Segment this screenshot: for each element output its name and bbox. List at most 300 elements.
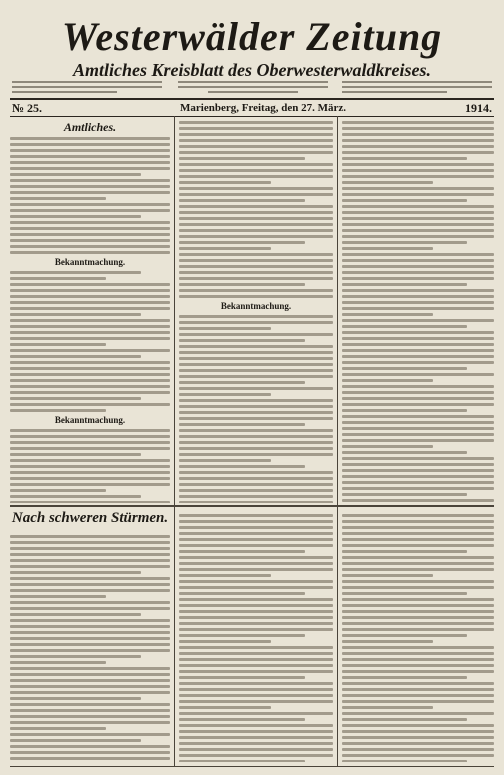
text-line <box>179 411 333 414</box>
text-line <box>10 589 170 592</box>
text-line <box>10 441 170 444</box>
text-line <box>342 325 467 328</box>
text-line <box>179 477 333 480</box>
text-line <box>179 333 333 336</box>
masthead-fineprint-left <box>12 78 162 94</box>
text-line <box>179 748 333 751</box>
text-line <box>342 415 494 418</box>
text-line <box>342 289 494 292</box>
text-line <box>10 571 141 574</box>
text-line <box>342 526 494 529</box>
text-line <box>342 574 433 577</box>
text-line <box>10 397 141 400</box>
text-line <box>179 417 333 420</box>
text-line <box>10 215 141 218</box>
text-line <box>10 179 170 182</box>
text-line <box>10 337 170 340</box>
text-line <box>179 405 333 408</box>
text-line <box>179 550 305 553</box>
text-line <box>179 520 333 523</box>
text-line <box>10 361 170 364</box>
text-line <box>342 295 494 298</box>
text-line <box>179 622 333 625</box>
text-line <box>10 625 170 628</box>
text-line <box>179 694 333 697</box>
text-line <box>342 610 494 613</box>
text-line <box>179 562 333 565</box>
text-line <box>179 688 333 691</box>
text-line <box>179 253 333 256</box>
text-line <box>342 676 467 679</box>
text-line <box>179 145 333 148</box>
text-line <box>179 742 333 745</box>
text-line <box>342 433 494 436</box>
text-line <box>342 481 494 484</box>
newspaper-title: Westerwälder Zeitung <box>61 14 443 59</box>
text-line <box>342 163 494 166</box>
text-line <box>179 501 333 503</box>
issue-year: 1914. <box>465 101 492 115</box>
text-line <box>342 664 494 667</box>
text-line <box>342 313 433 316</box>
text-line <box>10 673 170 676</box>
text-line <box>342 724 494 727</box>
text-line <box>10 637 170 640</box>
text-line <box>179 616 333 619</box>
text-line <box>179 283 305 286</box>
column-rule-2 <box>337 116 338 766</box>
text-line <box>10 435 170 438</box>
text-line <box>10 367 170 370</box>
serial-heading <box>10 510 170 526</box>
text-line <box>179 706 271 709</box>
text-line <box>342 439 494 442</box>
text-line <box>179 247 271 250</box>
text-line <box>342 463 494 466</box>
text-line <box>179 532 333 535</box>
text-line <box>179 175 333 178</box>
text-line <box>179 345 333 348</box>
text-line <box>10 239 170 242</box>
text-line <box>342 403 494 406</box>
text-line <box>10 727 106 730</box>
text-line <box>179 259 333 262</box>
text-line <box>10 409 106 412</box>
text-line <box>10 307 170 310</box>
column-rule-1 <box>174 116 175 766</box>
text-line <box>10 453 141 456</box>
text-line <box>10 495 141 498</box>
text-line <box>10 155 170 158</box>
text-line <box>342 475 494 478</box>
text-line <box>10 471 170 474</box>
text-line <box>342 265 494 268</box>
text-line <box>10 385 170 388</box>
serial-title: Nach schweren Stürmen. <box>11 510 169 526</box>
text-line <box>10 465 170 468</box>
text-line <box>179 223 333 226</box>
text-line <box>10 577 170 580</box>
text-line <box>342 670 494 673</box>
text-line <box>342 259 494 262</box>
text-line <box>10 355 141 358</box>
text-line <box>10 245 170 248</box>
text-line <box>342 754 494 757</box>
text-line <box>10 149 170 152</box>
masthead <box>10 6 494 80</box>
text-line <box>10 325 170 328</box>
text-line <box>179 724 333 727</box>
text-line <box>342 562 494 565</box>
text-line <box>342 514 494 517</box>
text-line <box>179 640 271 643</box>
text-line <box>342 241 467 244</box>
text-line <box>10 739 141 742</box>
text-line <box>10 489 106 492</box>
text-line <box>10 161 170 164</box>
text-line <box>342 307 494 310</box>
text-line <box>10 271 141 274</box>
text-line <box>342 205 494 208</box>
text-line <box>179 321 333 324</box>
text-line <box>10 709 170 712</box>
text-line <box>179 682 333 685</box>
text-line <box>10 373 170 376</box>
text-line <box>342 520 494 523</box>
text-line <box>342 355 494 358</box>
column-3 <box>342 118 494 503</box>
text-line <box>179 339 305 342</box>
text-line <box>179 133 333 136</box>
text-line <box>10 703 170 706</box>
text-line <box>342 271 494 274</box>
text-line <box>179 187 333 190</box>
text-line <box>10 295 170 298</box>
text-line <box>10 209 170 212</box>
text-line <box>179 568 333 571</box>
text-line <box>342 157 467 160</box>
text-line <box>10 447 170 450</box>
text-line <box>179 235 333 238</box>
text-line <box>10 619 170 622</box>
text-line <box>10 583 170 586</box>
text-line <box>179 736 333 739</box>
text-line <box>342 640 433 643</box>
text-line <box>10 483 170 486</box>
text-line <box>179 646 333 649</box>
issue-date: Marienberg, Freitag, den 27. März. <box>180 102 346 114</box>
text-line <box>10 751 170 754</box>
text-line <box>342 736 494 739</box>
text-line <box>179 205 333 208</box>
text-line <box>342 385 494 388</box>
text-line <box>10 643 170 646</box>
text-line <box>10 221 170 224</box>
text-line <box>342 175 494 178</box>
text-line <box>179 357 333 360</box>
text-line <box>179 241 305 244</box>
text-line <box>179 453 333 456</box>
text-line <box>10 679 170 682</box>
text-line <box>342 421 494 424</box>
serial-column-1 <box>10 532 170 762</box>
text-line <box>342 616 494 619</box>
text-line <box>179 658 333 661</box>
text-line <box>342 397 494 400</box>
text-line <box>179 730 333 733</box>
text-line <box>342 301 494 304</box>
text-line <box>342 592 467 595</box>
text-line <box>10 661 106 664</box>
text-line <box>342 445 433 448</box>
text-line <box>179 441 333 444</box>
text-line <box>342 145 494 148</box>
text-line <box>10 501 170 503</box>
text-line <box>342 457 494 460</box>
text-line <box>10 313 141 316</box>
text-line <box>342 730 494 733</box>
column-1 <box>10 118 170 503</box>
column-2 <box>179 118 333 503</box>
text-line <box>179 489 333 492</box>
text-line <box>10 685 170 688</box>
text-line <box>10 233 170 236</box>
text-line <box>179 459 271 462</box>
text-line <box>179 387 333 390</box>
text-line <box>342 253 494 256</box>
text-line <box>342 493 467 496</box>
text-line <box>342 499 494 502</box>
text-line <box>342 658 494 661</box>
text-line <box>10 655 141 658</box>
text-line <box>179 574 271 577</box>
text-line <box>10 137 170 140</box>
text-line <box>342 556 494 559</box>
text-line <box>10 697 141 700</box>
text-line <box>10 715 170 718</box>
text-line <box>342 760 467 762</box>
text-line <box>10 283 170 286</box>
notice-heading: Bekanntmachung. <box>54 257 126 267</box>
text-line <box>179 121 333 124</box>
newspaper-subtitle: Amtliches Kreisblatt des Oberwesterwaldkreises. <box>73 60 431 80</box>
text-line <box>10 601 170 604</box>
text-line <box>179 217 333 220</box>
text-line <box>179 483 333 486</box>
text-line <box>179 295 333 298</box>
text-line <box>342 604 494 607</box>
text-line <box>179 163 333 166</box>
text-line <box>10 301 170 304</box>
text-line <box>342 223 494 226</box>
issue-number: № 25. <box>12 101 43 115</box>
text-line <box>179 399 333 402</box>
text-line <box>10 613 141 616</box>
text-line <box>179 151 333 154</box>
text-line <box>342 487 494 490</box>
text-line <box>342 247 433 250</box>
text-line <box>342 544 494 547</box>
text-line <box>342 598 494 601</box>
text-line <box>179 592 305 595</box>
text-line <box>342 580 494 583</box>
text-line <box>342 586 494 589</box>
text-line <box>179 265 333 268</box>
text-line <box>179 598 333 601</box>
text-line <box>179 712 333 715</box>
text-line <box>10 565 170 568</box>
masthead-fineprint-center <box>178 78 328 94</box>
text-line <box>10 403 170 406</box>
text-line <box>342 373 494 376</box>
text-line <box>10 197 106 200</box>
text-line <box>179 157 305 160</box>
text-line <box>179 676 305 679</box>
text-line <box>179 664 333 667</box>
text-line <box>342 199 467 202</box>
text-line <box>179 193 333 196</box>
text-line <box>179 199 305 202</box>
feuilleton-rule <box>10 505 494 507</box>
text-line <box>10 185 170 188</box>
text-line <box>10 227 170 230</box>
text-line <box>10 277 106 280</box>
text-line <box>179 139 333 142</box>
text-line <box>342 682 494 685</box>
text-line <box>342 151 494 154</box>
text-line <box>179 211 333 214</box>
text-line <box>342 712 494 715</box>
text-line <box>342 391 494 394</box>
text-line <box>179 580 333 583</box>
text-line <box>10 319 170 322</box>
text-line <box>342 550 467 553</box>
text-line <box>179 181 271 184</box>
text-line <box>342 451 467 454</box>
text-line <box>179 381 305 384</box>
text-line <box>10 331 170 334</box>
text-line <box>342 718 467 721</box>
text-line <box>342 646 494 649</box>
text-line <box>10 547 170 550</box>
text-line <box>342 277 494 280</box>
text-line <box>342 652 494 655</box>
section-heading-official: Amtliches. <box>63 120 117 134</box>
text-line <box>10 167 170 170</box>
text-line <box>342 193 494 196</box>
text-line <box>10 191 170 194</box>
text-line <box>342 568 494 571</box>
text-line <box>342 235 494 238</box>
text-line <box>342 694 494 697</box>
text-line <box>10 595 106 598</box>
text-line <box>10 459 170 462</box>
text-line <box>179 471 333 474</box>
text-line <box>342 748 494 751</box>
text-line <box>342 634 467 637</box>
text-line <box>342 538 494 541</box>
text-line <box>342 379 433 382</box>
text-line <box>342 622 494 625</box>
text-line <box>342 121 494 124</box>
text-line <box>179 718 305 721</box>
text-line <box>179 315 333 318</box>
text-line <box>179 393 271 396</box>
text-line <box>10 649 170 652</box>
text-line <box>342 361 494 364</box>
text-line <box>342 139 494 142</box>
text-line <box>10 559 170 562</box>
text-line <box>179 327 271 330</box>
text-line <box>179 495 333 498</box>
text-line <box>342 181 433 184</box>
issue-bar <box>10 98 494 117</box>
serial-column-3 <box>342 511 494 762</box>
text-line <box>342 700 494 703</box>
text-line <box>179 229 333 232</box>
masthead-fineprint-right <box>342 78 492 94</box>
text-line <box>10 429 170 432</box>
text-line <box>342 169 494 172</box>
text-line <box>342 532 494 535</box>
text-line <box>10 745 170 748</box>
text-line <box>342 211 494 214</box>
text-line <box>342 283 467 286</box>
text-line <box>342 337 494 340</box>
text-line <box>179 169 333 172</box>
text-line <box>179 351 333 354</box>
text-line <box>342 133 494 136</box>
text-line <box>342 742 494 745</box>
text-line <box>179 610 333 613</box>
text-line <box>10 343 106 346</box>
text-line <box>342 127 494 130</box>
text-line <box>179 604 333 607</box>
text-line <box>10 391 170 394</box>
text-line <box>179 127 333 130</box>
text-line <box>179 435 333 438</box>
text-line <box>342 688 494 691</box>
text-line <box>179 652 333 655</box>
text-line <box>179 526 333 529</box>
text-line <box>179 289 333 292</box>
text-line <box>179 429 333 432</box>
notice-heading: Bekanntmachung. <box>220 301 292 311</box>
text-line <box>179 423 305 426</box>
bottom-rule <box>10 766 494 767</box>
text-line <box>179 670 333 673</box>
text-line <box>342 349 494 352</box>
text-line <box>10 721 170 724</box>
text-line <box>10 733 170 736</box>
text-line <box>10 251 170 254</box>
text-line <box>179 634 305 637</box>
text-line <box>10 173 141 176</box>
text-line <box>10 691 170 694</box>
text-line <box>179 271 333 274</box>
text-line <box>10 477 170 480</box>
text-line <box>179 375 333 378</box>
text-line <box>179 628 333 631</box>
text-line <box>342 319 494 322</box>
notice-heading: Bekanntmachung. <box>54 415 126 425</box>
text-line <box>179 556 333 559</box>
text-line <box>342 187 494 190</box>
text-line <box>342 217 494 220</box>
text-line <box>179 363 333 366</box>
text-line <box>10 379 170 382</box>
text-line <box>342 409 467 412</box>
